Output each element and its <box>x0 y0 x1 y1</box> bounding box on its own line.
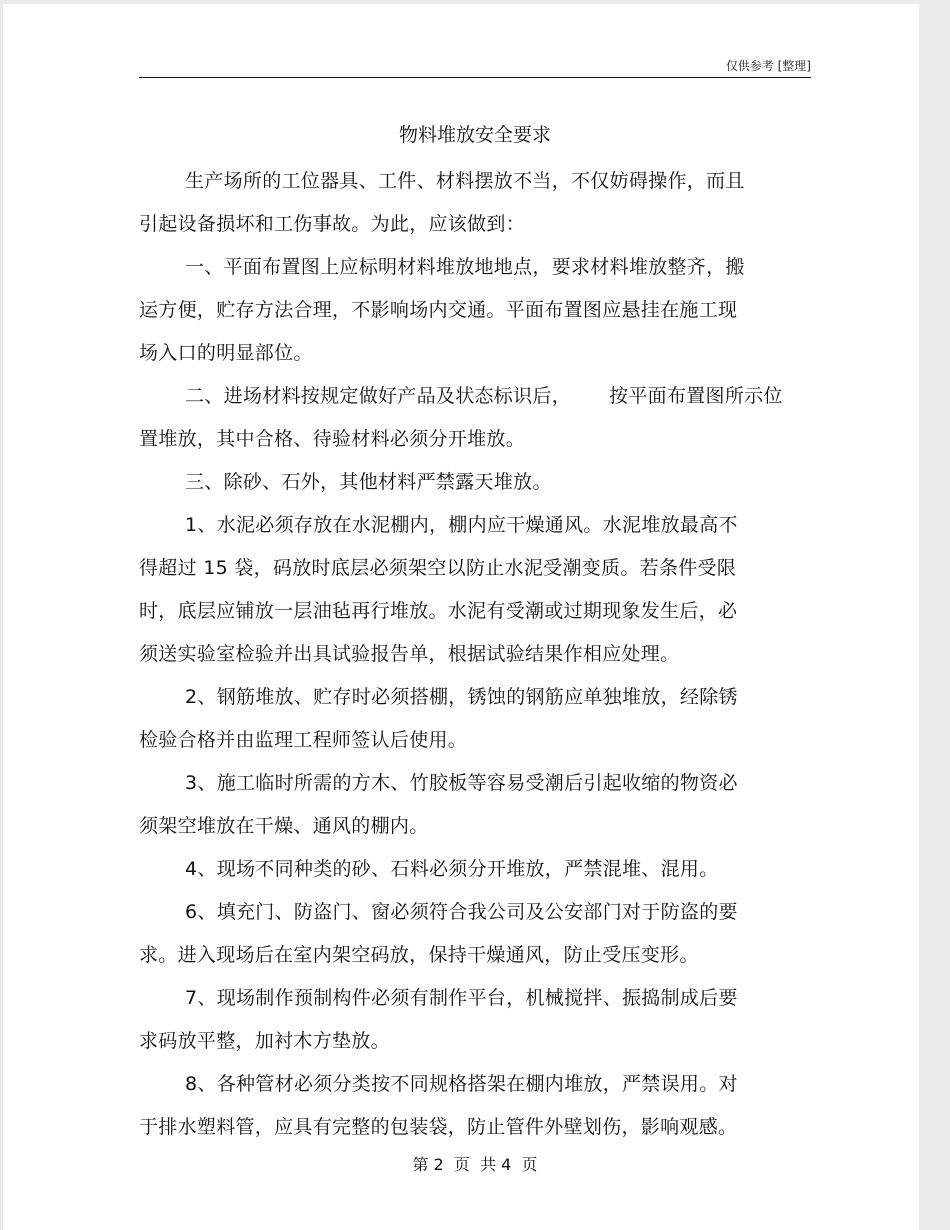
text-line: 8、各种管材必须分类按不同规格搭架在棚内堆放，严禁误用。对 <box>185 1073 738 1095</box>
document-page <box>3 4 919 1230</box>
text-line: 3、施工临时所需的方木、竹胶板等容易受潮后引起收缩的物资必 <box>185 772 738 794</box>
text-line: 于排水塑料管，应具有完整的包装袋，防止管件外壁划伤，影响观感。 <box>139 1116 738 1138</box>
text-line: 得超过 15 袋，码放时底层必须架空以防止水泥受潮变质。若条件受限 <box>139 557 737 579</box>
text-line: 置堆放，其中合格、待验材料必须分开堆放。 <box>139 428 526 450</box>
page-number-footer: 第 2 页 共 4 页 <box>412 1155 538 1174</box>
text-line: 1、水泥必须存放在水泥棚内，棚内应干燥通风。水泥堆放最高不 <box>185 514 738 536</box>
header-rule <box>139 77 811 78</box>
text-line: 求码放平整，加衬木方垫放。 <box>139 1030 390 1052</box>
header-note: 仅供参考 [整理] <box>725 59 811 73</box>
text-line: 检验合格并由监理工程师签认后使用。 <box>139 729 468 751</box>
text-line: 6、填充门、防盗门、窗必须符合我公司及公安部门对于防盗的要 <box>185 901 738 923</box>
text-line: 运方便，贮存方法合理，不影响场内交通。平面布置图应悬挂在施工现 <box>139 299 738 321</box>
text-line: 一、平面布置图上应标明材料堆放地地点，要求材料堆放整齐，搬 <box>185 256 745 278</box>
text-line: 2、钢筋堆放、贮存时必须搭棚，锈蚀的钢筋应单独堆放，经除锈 <box>185 686 738 708</box>
text-line: 须架空堆放在干燥、通风的棚内。 <box>139 815 429 837</box>
text-line: 求。进入现场后在室内架空码放，保持干燥通风，防止受压变形。 <box>139 944 699 966</box>
text-line: 二、进场材料按规定做好产品及状态标识后， 按平面布置图所示位 <box>185 385 783 407</box>
text-line: 引起设备损坏和工伤事故。为此，应该做到： <box>139 213 526 235</box>
text-line: 7、现场制作预制构件必须有制作平台，机械搅拌、振捣制成后要 <box>185 987 738 1009</box>
document-title: 物料堆放安全要求 <box>398 124 551 146</box>
text-line: 时，底层应铺放一层油毡再行堆放。水泥有受潮或过期现象发生后，必 <box>139 600 738 622</box>
text-line: 生产场所的工位器具、工件、材料摆放不当，不仅妨碍操作，而且 <box>185 170 745 192</box>
text-line: 4、现场不同种类的砂、石料必须分开堆放，严禁混堆、混用。 <box>185 858 719 880</box>
text-line: 须送实验室检验并出具试验报告单，根据试验结果作相应处理。 <box>139 643 680 665</box>
text-line: 三、除砂、石外，其他材料严禁露天堆放。 <box>185 471 552 493</box>
text-line: 场入口的明显部位。 <box>139 342 313 364</box>
